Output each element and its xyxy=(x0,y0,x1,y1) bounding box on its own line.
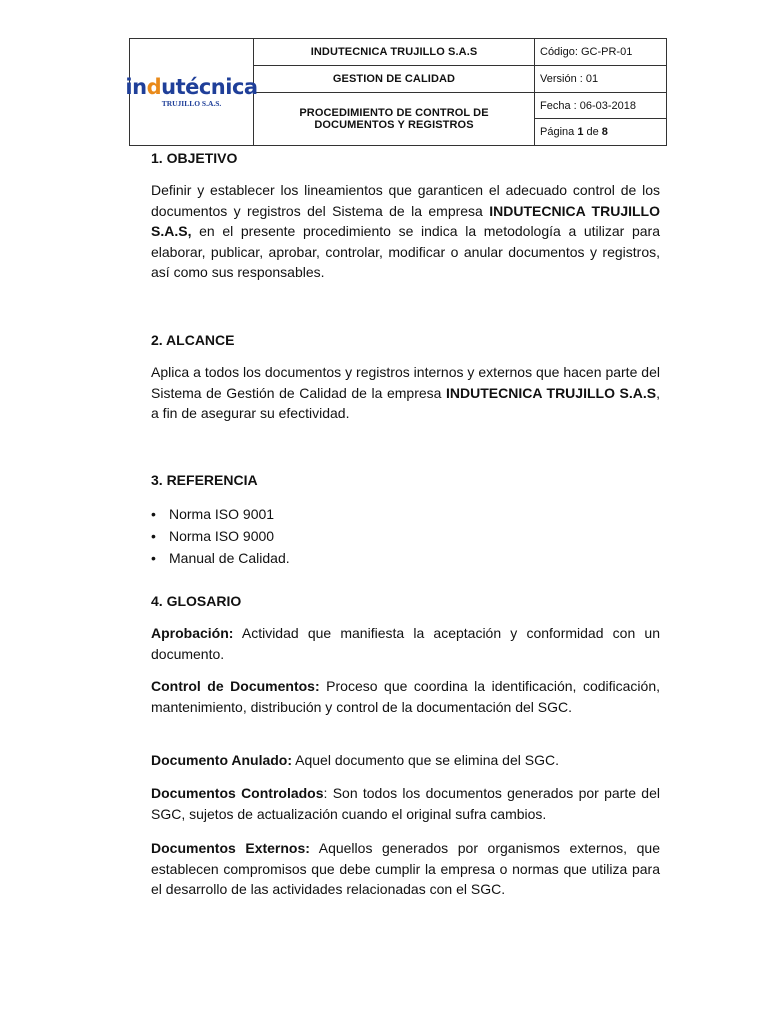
objetivo-text-a: Definir y establecer los lineamientos que garanticen el adecuado control de los documentos y registros del Sistema de la empresa xyxy=(151,182,660,219)
objetivo-company: INDUTECNICA TRUJILLO S.A.S, xyxy=(151,202,660,240)
document-version: Versión : 01 xyxy=(535,66,667,93)
list-item: • Manual de Calidad. xyxy=(151,548,660,570)
section-title-glosario: 4. GLOSARIO xyxy=(151,593,242,609)
page-prefix: Página xyxy=(540,126,578,138)
header-table xyxy=(125,38,667,146)
page-number xyxy=(535,119,667,146)
glossary-entry xyxy=(151,623,660,664)
glossary-definition: Aquel documento que se elimina del SGC. xyxy=(292,752,559,768)
glossary-entry xyxy=(151,838,660,900)
logo-subtitle: TRUJILLO S.A.S. xyxy=(161,99,222,108)
glossary-term: Aprobación: xyxy=(151,625,234,641)
document-header xyxy=(125,38,667,146)
logo-text-rest: utécnica xyxy=(161,75,258,99)
area-name: GESTION DE CALIDAD xyxy=(254,66,535,93)
alcance-company: INDUTECNICA TRUJILLO S.A.S xyxy=(446,384,657,401)
logo-text-in: in xyxy=(125,75,147,99)
company-name: INDUTECNICA TRUJILLO S.A.S xyxy=(254,39,535,66)
section-title-objetivo: 1. OBJETIVO xyxy=(151,150,238,166)
page-of: de xyxy=(583,126,602,138)
alcance-text-b: , a fin de asegurar su efectividad. xyxy=(151,384,660,422)
glossary-definition: Actividad que manifiesta la aceptación y conformidad con un documento. xyxy=(151,625,660,662)
company-logo xyxy=(125,75,258,108)
procedure-title-line1: PROCEDIMIENTO DE CONTROL DE xyxy=(299,107,489,119)
page-total: 8 xyxy=(601,126,608,138)
section-text-alcance xyxy=(151,362,660,424)
glossary-term: Control de Documentos: xyxy=(151,678,320,694)
logo-text-mark: d xyxy=(146,75,162,99)
list-item: • Norma ISO 9000 xyxy=(151,526,660,548)
list-item: • Norma ISO 9001 xyxy=(151,504,660,526)
procedure-title xyxy=(254,93,535,146)
glossary-entry xyxy=(151,783,660,824)
document-date: Fecha : 06-03-2018 xyxy=(535,93,667,119)
glossary-term: Documentos Externos: xyxy=(151,840,310,856)
logo-wordmark xyxy=(125,76,257,98)
objetivo-text-b: en el presente procedimiento se indica la metodología a utilizar para elaborar, publicar, aprobar, controlar, modificar o anular documentos y registros, así como sus responsables. xyxy=(151,223,660,281)
glossary-entry xyxy=(151,750,660,771)
glossary-term: Documentos Controlados xyxy=(151,785,324,801)
page-current: 1 xyxy=(577,126,584,138)
section-title-referencia: 3. REFERENCIA xyxy=(151,472,258,488)
alcance-text-a: Aplica a todos los documentos y registros internos y externos que hacen parte del Sistema de Gestión de Calidad de la empresa xyxy=(151,364,660,401)
glossary-definition: Proceso que coordina la identificación, codificación, mantenimiento, distribución y control de la documentación del SGC. xyxy=(151,678,660,715)
glossary-definition: : Son todos los documentos generados por parte del SGC, sujetos de actualización cuando el original sufra cambios. xyxy=(151,785,660,822)
section-text-objetivo xyxy=(151,180,660,283)
document-code: Código: GC-PR-01 xyxy=(535,39,667,66)
section-title-alcance: 2. ALCANCE xyxy=(151,332,235,348)
logo-cell xyxy=(125,39,258,146)
glossary-entry xyxy=(151,676,660,717)
glossary-term: Documento Anulado: xyxy=(151,752,293,768)
procedure-title-line2: DOCUMENTOS Y REGISTROS xyxy=(314,119,474,131)
glossary-definition: Aquellos generados por organismos externos, que establecen compromisos que debe cumplir la empresa o normas que utiliza para el desarrollo de las actividades relacionadas con el SGC. xyxy=(151,840,660,898)
reference-list xyxy=(151,504,660,570)
